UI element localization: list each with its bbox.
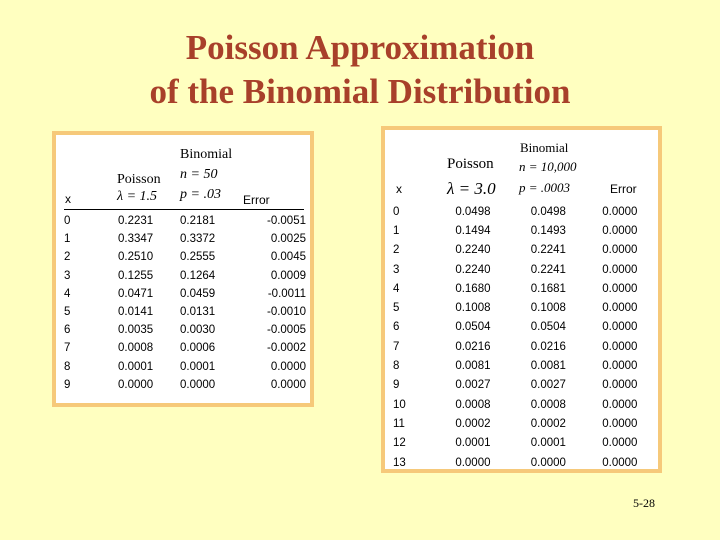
poisson-cell: 0.2240 [455,244,491,257]
binomial-cell: 0.0081 [530,360,566,373]
poisson-cell: 0.1680 [455,282,491,295]
error-cell: 0.0000 [602,437,638,450]
poisson-cell: 0.2231 [118,215,154,228]
binomial-cell: 0.1681 [530,282,566,295]
right-binomial-n: n = 10,000 [519,159,577,174]
poisson-cell: 0.0141 [118,306,154,319]
x-cell: 4 [64,287,71,300]
right-header-x: x [396,182,402,196]
error-cell: 0.0000 [602,360,638,373]
error-cell: 0.0000 [602,224,638,237]
table-row [64,212,306,230]
binomial-cell: 0.0006 [180,342,216,355]
binomial-cell: 0.1008 [530,302,566,315]
table-row [64,376,306,394]
error-cell: 0.0045 [270,251,306,264]
binomial-cell: 0.0504 [530,321,566,334]
binomial-cell: 0.0002 [530,417,566,430]
poisson-cell: 0.0498 [455,205,491,218]
table-row [64,358,306,376]
error-cell: 0.0000 [602,321,638,334]
binomial-cell: 0.0030 [180,324,216,337]
left-poisson-label: Poisson [117,172,161,187]
poisson-cell: 0.0000 [455,456,491,469]
x-cell: 7 [393,340,400,353]
left-binomial-p: p = .03 [180,187,221,202]
error-cell: 0.0000 [602,282,638,295]
left-header-x: x [65,192,71,206]
error-cell: -0.0005 [266,324,306,337]
table-row [64,267,306,285]
right-poisson-param: λ = 3.0 [447,179,496,198]
poisson-cell: 0.1008 [455,302,491,315]
binomial-cell: 0.0008 [530,398,566,411]
x-cell: 5 [393,302,400,315]
x-cell: 3 [64,269,71,282]
poisson-cell: 0.0008 [118,342,154,355]
poisson-cell: 0.2510 [118,251,154,264]
right-poisson-label: Poisson [447,156,494,172]
x-cell: 3 [393,263,400,276]
x-cell: 13 [393,456,406,469]
x-cell: 8 [393,360,400,373]
x-cell: 6 [64,324,71,337]
error-cell: 0.0000 [270,378,306,391]
error-cell: 0.0000 [602,417,638,430]
x-cell: 12 [393,437,406,450]
x-cell: 2 [393,244,400,257]
error-cell: 0.0000 [602,263,638,276]
binomial-cell: 0.3372 [180,233,216,246]
binomial-cell: 0.0131 [180,306,216,319]
binomial-cell: 0.2181 [180,215,216,228]
title-line-2: of the Binomial Distribution [149,72,571,111]
table-row [393,337,658,356]
table-row [64,303,306,321]
binomial-cell: 0.0216 [530,340,566,353]
poisson-cell: 0.0001 [118,360,154,373]
x-cell: 7 [64,342,71,355]
poisson-cell: 0.0471 [118,287,154,300]
poisson-cell: 0.2240 [455,263,491,276]
table-row [393,241,658,260]
poisson-cell: 0.0216 [455,340,491,353]
error-cell: -0.0051 [266,215,306,228]
binomial-cell: 0.0027 [530,379,566,392]
table-row [64,339,306,357]
binomial-cell: 0.2555 [180,251,216,264]
table-row [64,285,306,303]
binomial-cell: 0.0001 [530,437,566,450]
x-cell: 6 [393,321,400,334]
left-binomial-n: n = 50 [180,167,218,182]
binomial-cell: 0.1264 [180,269,216,282]
left-header-rule [64,209,304,210]
table-row [393,356,658,375]
error-cell: 0.0000 [602,205,638,218]
error-cell: 0.0000 [602,456,638,469]
right-header-error: Error [610,182,637,196]
binomial-cell: 0.0000 [180,378,216,391]
poisson-cell: 0.0504 [455,321,491,334]
table-row [393,376,658,395]
right-data-table [393,202,658,472]
left-poisson-param: λ = 1.5 [117,189,158,204]
x-cell: 9 [393,379,400,392]
table-row [393,202,658,221]
table-row [64,248,306,266]
left-table-panel [52,131,314,407]
right-table-panel [381,126,662,473]
table-row [393,279,658,298]
binomial-cell: 0.0000 [530,456,566,469]
binomial-cell: 0.1493 [530,224,566,237]
poisson-cell: 0.0001 [455,437,491,450]
slide-title [0,26,720,114]
binomial-cell: 0.0459 [180,287,216,300]
poisson-cell: 0.3347 [118,233,154,246]
right-binomial-p: p = .0003 [519,180,571,195]
x-cell: 5 [64,306,71,319]
poisson-cell: 0.0008 [455,398,491,411]
binomial-cell: 0.0001 [180,360,216,373]
table-row [393,414,658,433]
x-cell: 1 [393,224,400,237]
x-cell: 4 [393,282,400,295]
error-cell: 0.0000 [602,244,638,257]
poisson-cell: 0.1494 [455,224,491,237]
table-row [393,221,658,240]
table-row [393,434,658,453]
poisson-cell: 0.0027 [455,379,491,392]
table-row [393,318,658,337]
table-row [64,321,306,339]
poisson-cell: 0.1255 [118,269,154,282]
poisson-cell: 0.0002 [455,417,491,430]
x-cell: 1 [64,233,71,246]
binomial-cell: 0.0498 [530,205,566,218]
error-cell: 0.0009 [270,269,306,282]
x-cell: 8 [64,360,71,373]
error-cell: 0.0000 [602,398,638,411]
poisson-cell: 0.0000 [118,378,154,391]
x-cell: 2 [64,251,71,264]
table-row [393,260,658,279]
right-binomial-label: Binomial [520,140,569,155]
error-cell: -0.0011 [267,287,306,300]
x-cell: 11 [393,417,405,430]
x-cell: 10 [393,398,406,411]
left-data-table [64,212,306,394]
poisson-cell: 0.0081 [455,360,491,373]
error-cell: -0.0010 [266,306,306,319]
table-row [393,298,658,317]
binomial-cell: 0.2241 [530,263,566,276]
x-cell: 0 [393,205,400,218]
error-cell: -0.0002 [266,342,306,355]
x-cell: 0 [64,215,71,228]
error-cell: 0.0000 [602,340,638,353]
error-cell: 0.0000 [602,379,638,392]
poisson-cell: 0.0035 [118,324,154,337]
x-cell: 9 [64,378,71,391]
left-binomial-label: Binomial [180,147,233,162]
slide-number: 5-28 [633,496,655,510]
table-row [393,395,658,414]
error-cell: 0.0000 [602,302,638,315]
title-line-1: Poisson Approximation [185,28,535,67]
binomial-cell: 0.2241 [530,244,566,257]
table-row [393,453,658,472]
error-cell: 0.0000 [270,360,306,373]
error-cell: 0.0025 [270,233,306,246]
left-header-error: Error [243,193,270,207]
table-row [64,230,306,248]
